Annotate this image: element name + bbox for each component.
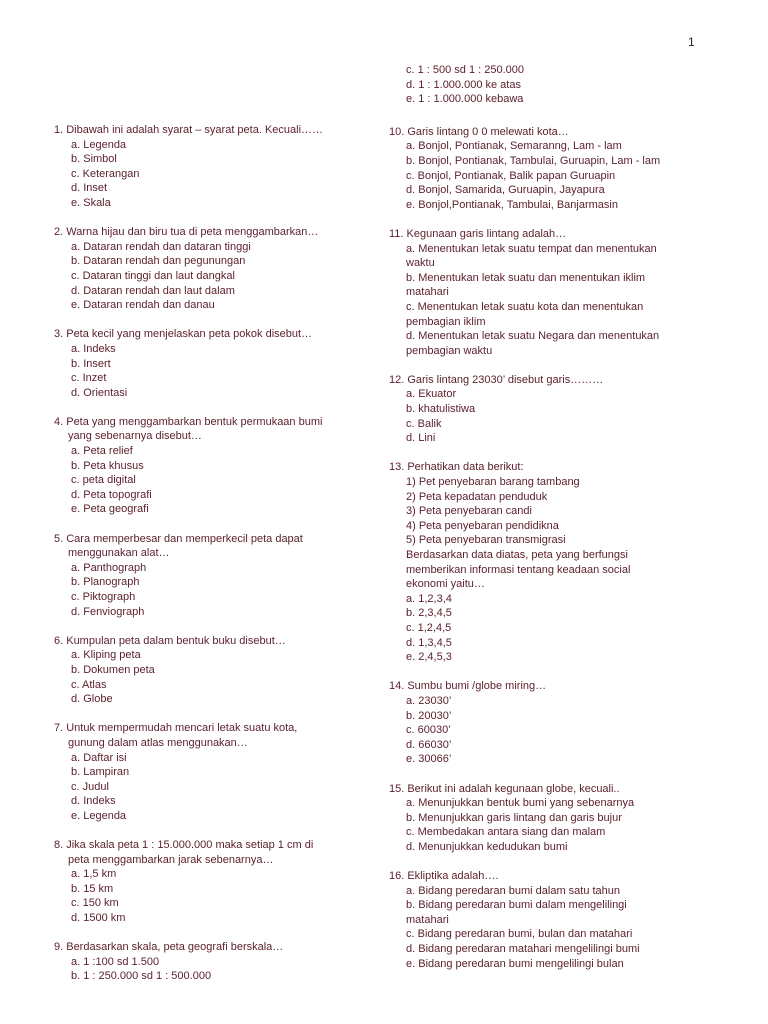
question-stem-continuation: gunung dalam atlas menggunakan… xyxy=(68,736,248,749)
option: c. 60030’ xyxy=(406,724,451,737)
option: d. Peta topografi xyxy=(71,488,152,501)
question-stem-continuation: peta menggambarkan jarak sebenarnya… xyxy=(68,853,274,866)
question-3 xyxy=(54,327,394,400)
option: b. Peta khusus xyxy=(71,459,144,472)
option: e. Bidang peredaran bumi mengelilingi bulan xyxy=(406,957,624,970)
option-continuation: pembagian iklim xyxy=(406,315,486,328)
option: a. Menentukan letak suatu tempat dan menentukan xyxy=(406,242,657,255)
question-stem: 10. Garis lintang 0 0 melewati kota… xyxy=(389,125,569,138)
option: e. Bonjol,Pontianak, Tambulai, Banjarmasin xyxy=(406,198,618,211)
option: a. Indeks xyxy=(71,342,116,355)
option: d. Lini xyxy=(406,432,436,445)
data-list-item: 2) Peta kepadatan penduduk xyxy=(406,490,548,503)
option: c. Piktograph xyxy=(71,591,136,603)
option-continuation: pembagian waktu xyxy=(406,344,493,357)
option: d. 1,3,4,5 xyxy=(406,636,452,649)
option: a. 1 :100 sd 1.500 xyxy=(71,955,160,968)
option: c. Balik xyxy=(406,417,442,430)
option: a. Panthograph xyxy=(71,561,147,574)
option: b. Dokumen peta xyxy=(71,663,155,676)
option: a. 23030’ xyxy=(406,694,452,707)
question-15 xyxy=(389,782,729,855)
question-stem: 7. Untuk mempermudah mencari letak suatu kota, xyxy=(54,722,298,735)
option: b. Menentukan letak suatu dan menentukan iklim xyxy=(406,271,646,284)
option: a. Bidang peredaran bumi dalam satu tahun xyxy=(406,884,621,897)
option: d. Fenviograph xyxy=(71,605,145,618)
question-stem-continuation: yang sebenarnya disebut… xyxy=(68,430,202,443)
sub-stem: Berdasarkan data diatas, peta yang berfungsi xyxy=(406,549,628,561)
question-12 xyxy=(389,373,729,446)
option: d. Inset xyxy=(71,182,108,195)
question-stem: 1. Dibawah ini adalah syarat – syarat peta. Kecuali…… xyxy=(54,124,324,136)
option: b. 20030’ xyxy=(406,709,452,722)
option: a. Bonjol, Pontianak, Semaranng, Lam - lam xyxy=(406,140,622,153)
question-stem: 14. Sumbu bumi /globe miring… xyxy=(389,680,547,693)
question-stem-continuation: menggunakan alat… xyxy=(68,547,170,560)
option: b. Bonjol, Pontianak, Tambulai, Guruapin, Lam - lam xyxy=(406,154,661,167)
page-number: 1 xyxy=(688,35,695,49)
option: e. 30066’ xyxy=(406,753,452,766)
option: d. Indeks xyxy=(71,795,116,808)
question-stem: 13. Perhatikan data berikut: xyxy=(389,461,524,474)
question-16 xyxy=(389,869,729,971)
option: a. Dataran rendah dan dataran tinggi xyxy=(71,240,251,253)
question-11 xyxy=(389,227,729,358)
question-stem: 8. Jika skala peta 1 : 15.000.000 maka setiap 1 cm di xyxy=(54,839,314,852)
question-stem: 9. Berdasarkan skala, peta geografi berskala… xyxy=(54,941,284,954)
option: e. Skala xyxy=(71,196,111,209)
question-8 xyxy=(54,838,394,926)
option: d. Bidang peredaran matahari mengelilingi bumi xyxy=(406,943,640,956)
option: b. Simbol xyxy=(71,153,117,166)
question-stem: 16. Ekliptika adalah…. xyxy=(389,870,499,883)
question-stem: 11. Kegunaan garis lintang adalah… xyxy=(389,227,567,240)
option: b. Insert xyxy=(71,357,111,370)
option: b. Lampiran xyxy=(71,766,130,779)
option: e. 1 : 1.000.000 kebawa xyxy=(406,93,524,106)
question-4 xyxy=(54,415,394,517)
option: e. Peta geografi xyxy=(71,503,149,516)
option: c. Membedakan antara siang dan malam xyxy=(406,826,606,839)
option: c. 1 : 500 sd 1 : 250.000 xyxy=(406,64,525,76)
option: c. 1,2,4,5 xyxy=(406,621,452,634)
option: c. Menentukan letak suatu kota dan menentukan xyxy=(406,300,644,313)
option: a. Ekuator xyxy=(406,388,457,401)
option-continuation: waktu xyxy=(406,257,435,270)
question-stem: 2. Warna hijau dan biru tua di peta menggambarkan… xyxy=(54,226,319,239)
option: d. 1500 km xyxy=(71,912,126,925)
option: c. peta digital xyxy=(71,474,136,487)
option: e. Dataran rendah dan danau xyxy=(71,299,215,312)
option-continuation: matahari xyxy=(406,913,449,926)
question-10 xyxy=(389,125,729,213)
option: e. Legenda xyxy=(71,809,127,822)
question-stem: 3. Peta kecil yang menjelaskan peta pokok disebut… xyxy=(54,328,313,341)
option: e. 2,4,5,3 xyxy=(406,651,452,664)
left-column xyxy=(54,123,394,999)
option: b. 1 : 250.000 sd 1 : 500.000 xyxy=(71,970,212,983)
question-13 xyxy=(389,460,729,664)
option: b. khatulistiwa xyxy=(406,403,476,416)
question-stem: 4. Peta yang menggambarkan bentuk permukaan bumi xyxy=(54,415,323,428)
option: d. Menentukan letak suatu Negara dan menentukan xyxy=(406,330,660,343)
option: b. Menunjukkan garis lintang dan garis bujur xyxy=(406,811,622,824)
option: a. 1,2,3,4 xyxy=(406,592,452,605)
option-continuation: matahari xyxy=(406,286,449,299)
option: c. Bidang peredaran bumi, bulan dan matahari xyxy=(406,928,633,941)
question-5 xyxy=(54,532,394,620)
option: a. Legenda xyxy=(71,138,127,151)
option: a. Kliping peta xyxy=(71,649,141,662)
option: d. Dataran rendah dan laut dalam xyxy=(71,284,235,297)
question-7 xyxy=(54,721,394,823)
option: a. Menunjukkan bentuk bumi yang sebenarnya xyxy=(406,797,635,810)
option: c. Keterangan xyxy=(71,167,140,180)
option: d. Orientasi xyxy=(71,386,128,399)
option: d. Globe xyxy=(71,693,113,706)
option: b. Bidang peredaran bumi dalam mengelilingi xyxy=(406,899,627,912)
data-list-item: 1) Pet penyebaran barang tambang xyxy=(406,476,580,489)
right-column xyxy=(389,63,729,986)
question-2 xyxy=(54,225,394,313)
question-1 xyxy=(54,123,394,211)
option: c. Dataran tinggi dan laut dangkal xyxy=(71,269,235,282)
question-9-continuation xyxy=(389,63,729,107)
data-list-item: 4) Peta penyebaran pendidikna xyxy=(406,519,559,532)
option: a. Peta relief xyxy=(71,445,133,458)
question-stem: 15. Berikut ini adalah kegunaan globe, kecuali.. xyxy=(389,782,620,795)
option: b. 15 km xyxy=(71,882,114,895)
sub-stem: memberikan informasi tentang keadaan social xyxy=(406,563,631,576)
question-stem: 12. Garis lintang 23030’ disebut garis……… xyxy=(389,373,604,386)
option: d. 1 : 1.000.000 ke atas xyxy=(406,78,521,91)
option: d. 66030’ xyxy=(406,738,452,751)
option: a. Daftar isi xyxy=(71,751,127,764)
option: b. Dataran rendah dan pegunungan xyxy=(71,255,246,268)
option: c. Atlas xyxy=(71,678,107,691)
option: c. Inzet xyxy=(71,372,107,385)
data-list-item: 3) Peta penyebaran candi xyxy=(406,505,532,518)
option: c. 150 km xyxy=(71,897,119,910)
option: c. Bonjol, Pontianak, Balik papan Guruapin xyxy=(406,169,616,182)
sub-stem: ekonomi yaitu… xyxy=(406,578,485,591)
question-14 xyxy=(389,679,729,767)
option: a. 1,5 km xyxy=(71,868,117,881)
option: d. Menunjukkan kedudukan bumi xyxy=(406,840,568,853)
question-stem: 6. Kumpulan peta dalam bentuk buku disebut… xyxy=(54,634,286,647)
question-stem: 5. Cara memperbesar dan memperkecil peta dapat xyxy=(54,532,303,545)
question-9 xyxy=(54,940,394,984)
option: b. 2,3,4,5 xyxy=(406,607,452,620)
option: c. Judul xyxy=(71,780,109,793)
question-6 xyxy=(54,634,394,707)
option: b. Planograph xyxy=(71,576,140,589)
data-list-item: 5) Peta penyebaran transmigrasi xyxy=(406,534,566,547)
option: d. Bonjol, Samarida, Guruapin, Jayapura xyxy=(406,184,605,197)
